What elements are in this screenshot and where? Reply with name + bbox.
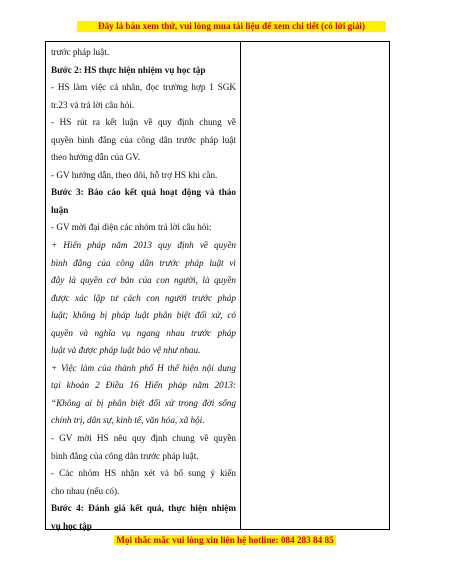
text-line: luận xyxy=(51,204,69,215)
text-line: đây là quyền cơ bản của con người, là quyền xyxy=(51,275,236,286)
text-line: + Việc làm của thành phố H thể hiện nội dung xyxy=(51,362,236,373)
text-line: quyền và nghĩa vụ ngang nhau trước pháp xyxy=(51,327,236,338)
hotline-text: Mọi thắc mắc vui lòng xin liên hệ hotline: 084 283 84 85 xyxy=(116,535,334,545)
text-line: Bước 3: Báo cáo kết quả hoạt động và thảo xyxy=(51,187,236,198)
activity-column xyxy=(51,44,236,535)
text-line: bình đẳng của công dân trước pháp luật vì xyxy=(51,257,236,268)
column-divider xyxy=(240,42,241,529)
text-line: chính trị, dân sự, kinh tế, văn hóa, xã hội. xyxy=(51,415,205,426)
text-line: được xác lập tư cách con người trước pháp xyxy=(51,292,236,303)
text-line: tr.23 và trả lời câu hỏi. xyxy=(51,99,135,110)
text-line: bình đẳng của công dân trước pháp luật. xyxy=(51,450,199,461)
text-line: luật; không bị pháp luật phân biệt đối xử, có xyxy=(51,310,236,321)
text-line: vụ học tập xyxy=(51,520,92,531)
text-line: cho nhau (nếu có). xyxy=(51,485,120,496)
text-line: - GV mời đại diện các nhóm trả lời câu hỏi: xyxy=(51,222,212,233)
text-line: “Không ai bị phân biệt đối xử trong đời sống xyxy=(51,397,236,408)
text-line: - HS làm việc cá nhân, đọc trường hợp 1 SGK xyxy=(51,82,236,93)
text-line: Bước 4: Đánh giá kết quả, thực hiện nhiệm xyxy=(51,503,236,514)
text-line: - Các nhóm HS nhận xét và bổ sung ý kiến xyxy=(51,468,236,479)
hotline-footer xyxy=(0,535,450,545)
text-line: quyền bình đẳng của công dân trước pháp luật xyxy=(51,134,236,145)
text-line: luật và được pháp luật bảo vệ như nhau. xyxy=(51,345,201,356)
text-line: + Hiến pháp năm 2013 quy định về quyền xyxy=(51,240,236,251)
text-line: - HS rút ra kết luận về quy định chung về xyxy=(51,117,236,128)
lesson-table xyxy=(45,41,390,530)
preview-banner: Đây là bản xem thử, vui lòng mua tài liệu để xem chi tiết (có lời giải) xyxy=(77,21,386,32)
text-line: - GV hướng dẫn, theo dõi, hỗ trợ HS khi cần. xyxy=(51,169,218,180)
text-line: tại khoản 2 Điều 16 Hiến pháp năm 2013: xyxy=(51,380,236,391)
text-line: Bước 2: HS thực hiện nhiệm vụ học tập xyxy=(51,64,206,75)
text-line: trước pháp luật. xyxy=(51,47,110,57)
text-line: theo hướng dẫn của GV. xyxy=(51,152,141,163)
text-line: - GV mời HS nêu quy định chung về quyền xyxy=(51,433,236,444)
